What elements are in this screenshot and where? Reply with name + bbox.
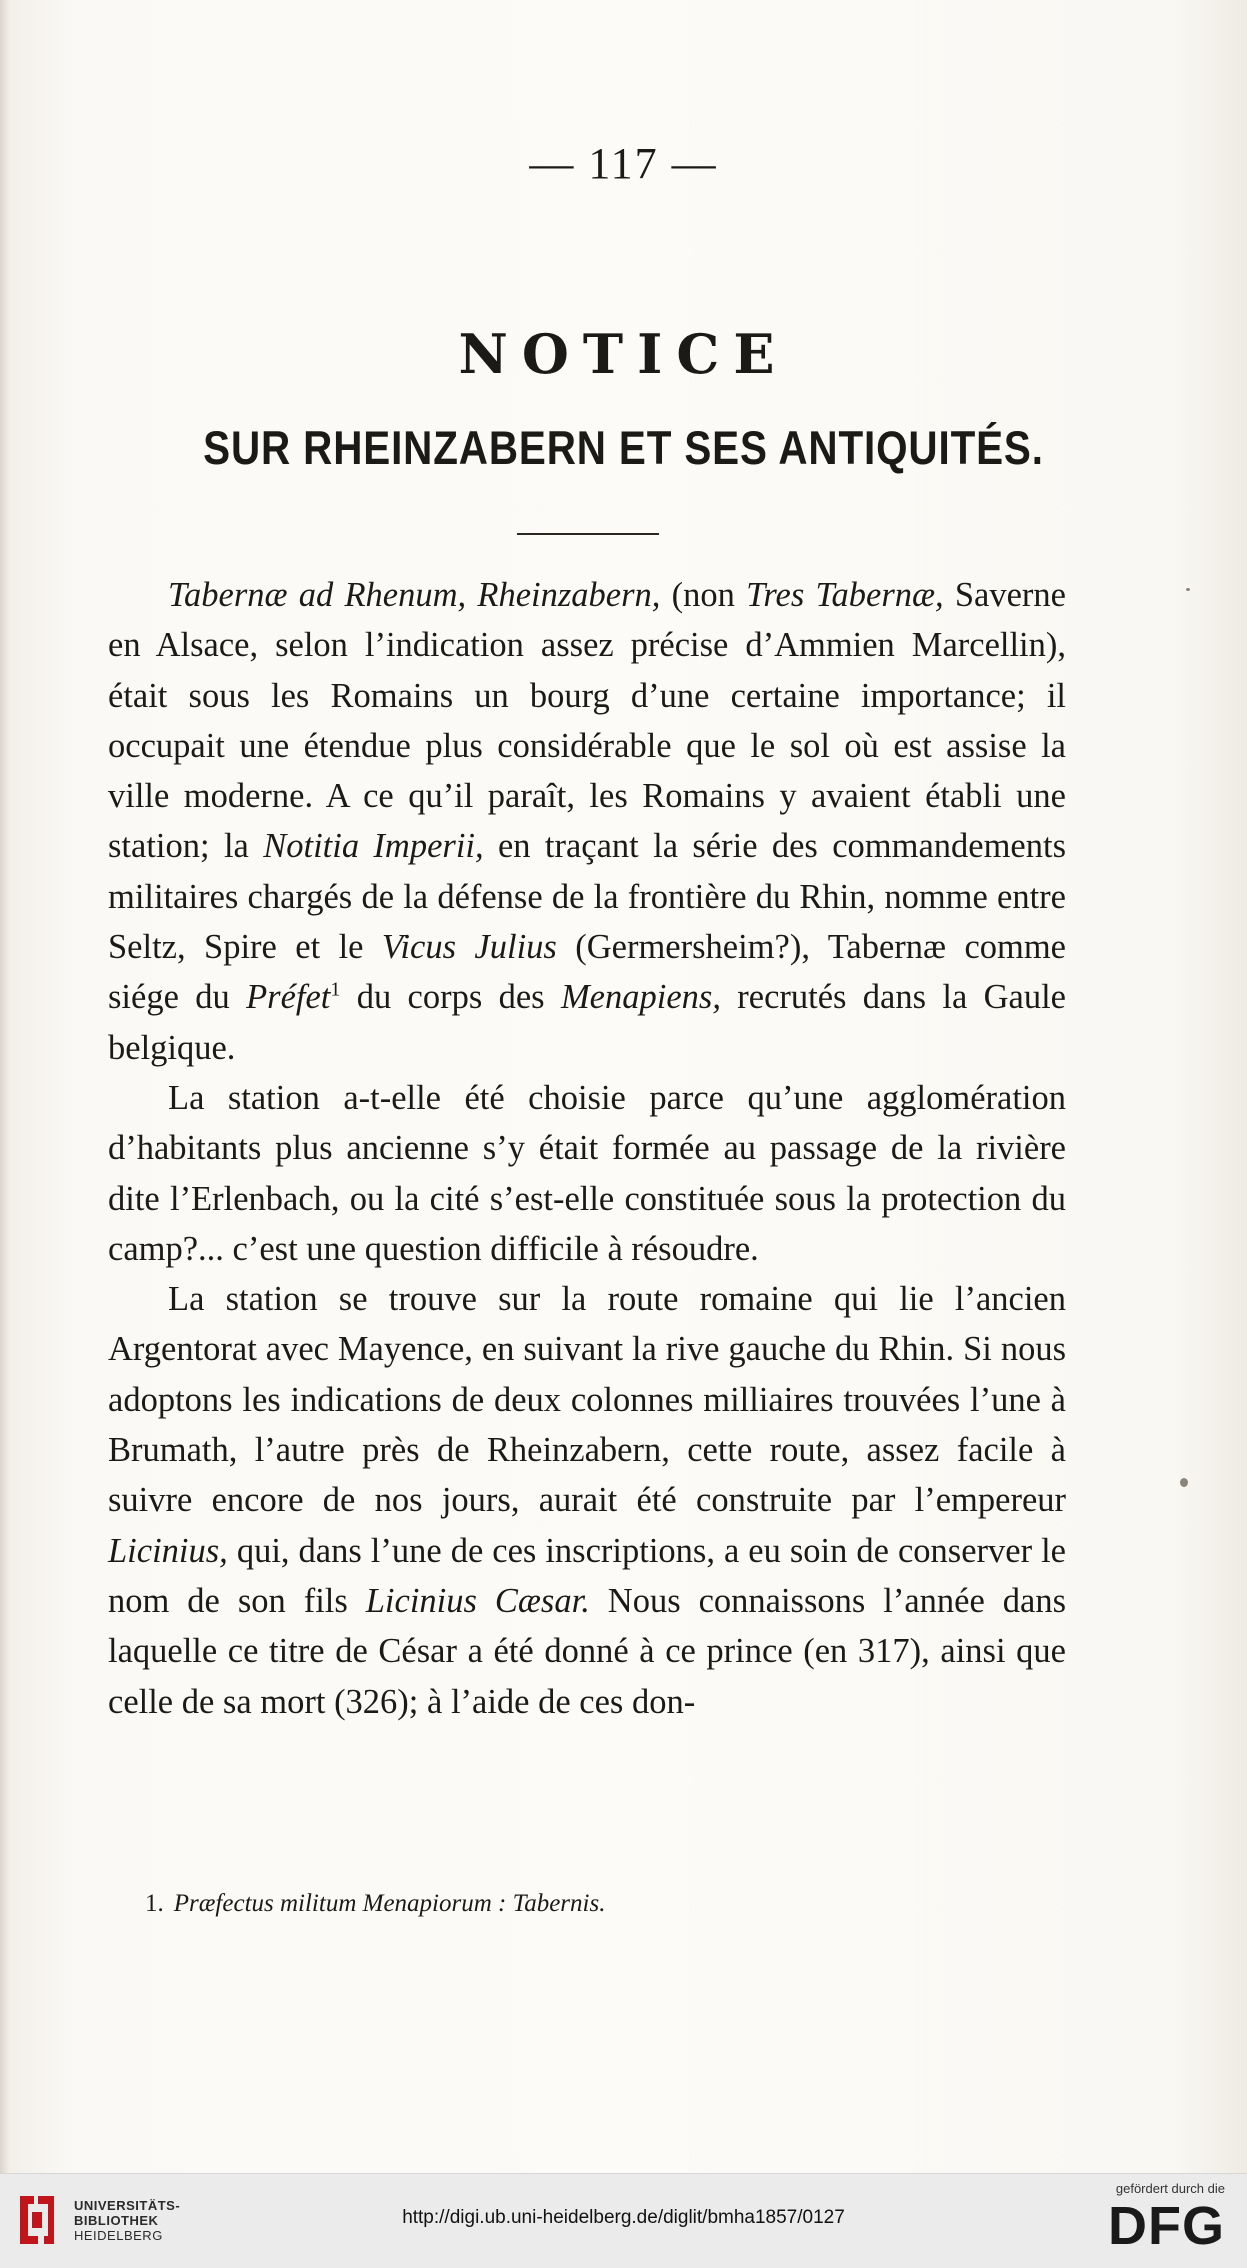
body-paragraph (108, 570, 1066, 1073)
paragraph-text: recrutés dans la Gaule belgique. (108, 978, 1066, 1067)
page-subtitle: SUR RHEINZABERN ET SES ANTIQUITÉS. (203, 421, 1044, 474)
italic-text: Licinius, (108, 1531, 228, 1570)
italic-text: Vicus Julius (381, 928, 557, 967)
italic-text: Tres Tabernæ, (746, 576, 944, 614)
body-text (108, 570, 1066, 1727)
paragraph-text: (Germersheim?), Tabernæ comme siége du (108, 928, 1066, 1017)
page-number: — 117 — (529, 139, 718, 188)
footnote-text: Præfectus militum Menapiorum : Tabernis. (173, 1890, 606, 1917)
paragraph-text: en traçant la série des commandements militaires chargés de la défense de la frontière du Rhin, nomme entre Seltz, Spire et le (108, 827, 1066, 967)
institution-line: UNIVERSITÄTS- (74, 2198, 181, 2213)
title-rule (517, 533, 659, 535)
dfg-logo: DFG (1108, 2196, 1225, 2256)
paper-speck (1180, 1478, 1188, 1487)
paragraph-text: Nous connaissons l’année dans laquelle ce titre de César a été donné à ce prince (en 317), ainsi que celle de sa mort (326); à l’aide de ces don- (108, 1581, 1066, 1721)
paragraph-text: (non (660, 576, 747, 614)
footnote-reference: 1 (330, 978, 341, 1001)
paragraph-text: La station se trouve sur la route romaine qui lie l’ancien Argentorat avec Mayence, en suivant la rive gauche du Rhin. Si nous adoptons les indications de deux colonnes milliaires trouvées l’une à Brumath, l’autre près de Rheinzabern, cette route, assez facile à suivre encore de nos jours, aurait été construite par l’empereur (108, 1280, 1066, 1520)
italic-text: Menapiens, (560, 978, 721, 1017)
body-paragraph (108, 1274, 1066, 1727)
body-paragraph (108, 1073, 1066, 1274)
paragraph-text: La station a-t-elle été choisie parce qu’une agglomération d’habitants plus ancienne s’y était formée au passage de la rivière dite l’Erlenbach, ou la cité s’est-elle constituée sous la protection du camp?... c’est une question difficile à résoudre. (108, 1078, 1066, 1268)
institution-line: HEIDELBERG (74, 2228, 163, 2243)
italic-text: Préfet (246, 978, 331, 1017)
italic-text: Notitia Imperii, (263, 827, 484, 866)
institution-line: BIBLIOTHEK (74, 2213, 159, 2228)
paragraph-text: Saverne en Alsace, selon l’indication assez précise d’Ammien Marcellin), était sous les Romains un bourg d’une certaine importance; il occupait une étendue plus considérable que le sol où est assise la ville moderne. A ce qu’il paraît, les Romains y avaient établi une station; la (108, 576, 1066, 866)
italic-text: Licinius Cæsar. (365, 1581, 590, 1620)
permalink-url[interactable]: http://digi.ub.uni-heidelberg.de/diglit/bmha1857/0127 (402, 2207, 845, 2228)
italic-text: Tabernæ ad Rhenum, Rheinzabern, (168, 576, 661, 614)
paragraph-text: qui, dans l’une de ces inscriptions, a eu soin de conserver le nom de son fils (108, 1531, 1066, 1620)
page-title: NOTICE (458, 322, 789, 386)
paragraph-text: du corps des (340, 978, 561, 1017)
footnote-number: 1. (145, 1890, 164, 1917)
paper-speck (1186, 588, 1190, 591)
funding-caption: gefördert durch die (1115, 2181, 1225, 2196)
footnote (145, 1890, 605, 1918)
